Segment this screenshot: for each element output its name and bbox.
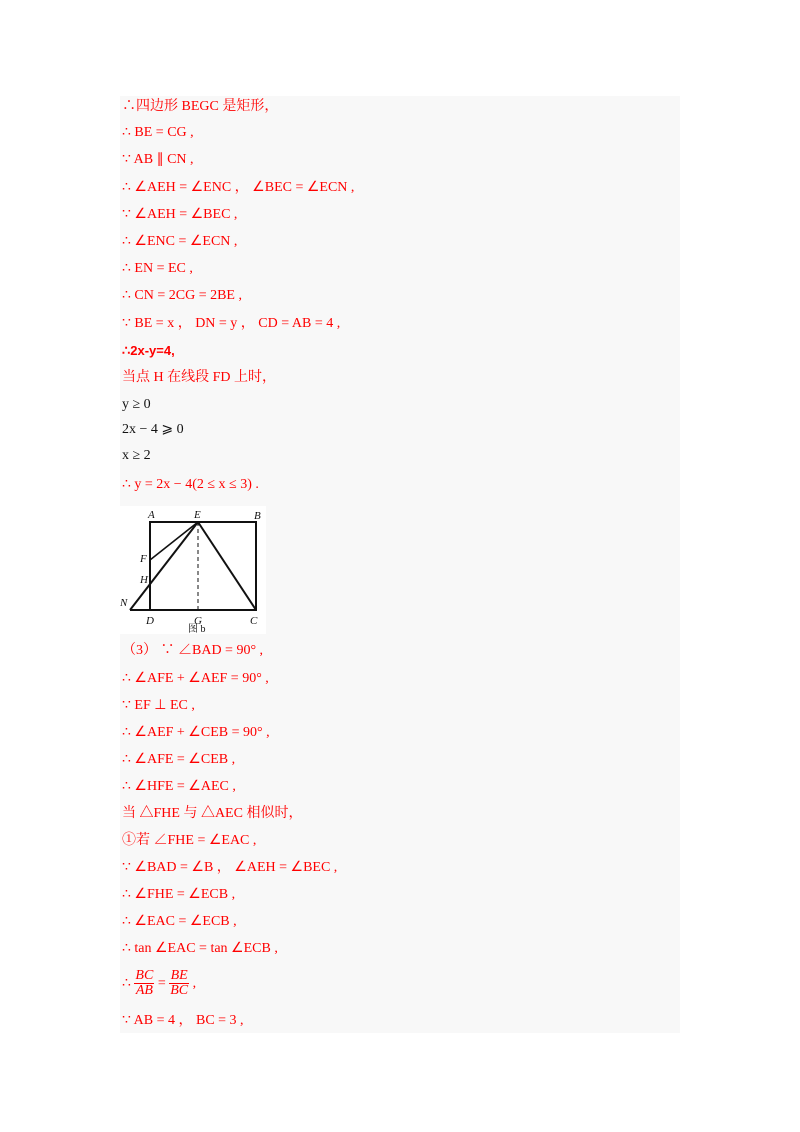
- label-e: E: [194, 509, 201, 521]
- label-f: F: [140, 553, 147, 565]
- figure-caption: 图 b: [188, 624, 206, 634]
- line-16: （3） ∵ ∠BAD = 90° ,: [122, 643, 264, 658]
- line-17: ∴ ∠AFE + ∠AEF = 90° ,: [122, 671, 269, 686]
- line-14: x ≥ 2: [122, 448, 151, 463]
- fraction-numerator: BE: [170, 968, 188, 984]
- fraction-bc-ab: [134, 969, 154, 998]
- label-n: N: [120, 597, 128, 609]
- line-8: ∴ CN = 2CG = 2BE ,: [122, 288, 242, 303]
- label-h: H: [140, 574, 148, 586]
- line-18: ∵ EF ⊥ EC ,: [122, 698, 195, 713]
- line-24: ∵ ∠BAD = ∠B ， ∠AEH = ∠BEC ,: [122, 860, 338, 875]
- line-4: ∴ ∠AEH = ∠ENC ， ∠BEC = ∠ECN ,: [122, 180, 355, 195]
- geometry-figure: [120, 506, 266, 634]
- fraction-be-bc: [169, 969, 189, 998]
- line-6: ∴ ∠ENC = ∠ECN ,: [122, 234, 238, 249]
- rectangle-abcd: [150, 522, 256, 610]
- equals-sign: =: [157, 976, 166, 991]
- therefore-symbol: ∴: [122, 976, 131, 991]
- fraction-denominator: BC: [170, 983, 189, 999]
- line-10: ∴2x-y=4,: [122, 343, 175, 358]
- fraction-denominator: AB: [135, 983, 153, 999]
- line-19: ∴ ∠AEF + ∠CEB = 90° ,: [122, 725, 270, 740]
- line-29: ∵ AB = 4 ， BC = 3 ,: [122, 1013, 244, 1028]
- line-12: y ≥ 0: [122, 397, 151, 412]
- line-22: 当 △FHE 与 △AEC 相似时，: [122, 806, 303, 821]
- segment-ne: [130, 522, 198, 610]
- line-21: ∴ ∠HFE = ∠AEC ,: [122, 779, 236, 794]
- line-15: ∴ y = 2x − 4(2 ≤ x ≤ 3) .: [122, 477, 259, 492]
- line-3: ∵ AB ∥ CN ,: [122, 152, 194, 167]
- label-a: A: [148, 509, 155, 521]
- line-5: ∵ ∠AEH = ∠BEC ,: [122, 207, 238, 222]
- label-b: B: [254, 510, 261, 522]
- figure-svg: [120, 506, 266, 634]
- line-23: ①若 ∠FHE = ∠EAC ,: [122, 833, 257, 848]
- line-2: ∴ BE = CG ,: [122, 125, 194, 140]
- line-13: 2x − 4 ⩾ 0: [122, 422, 184, 437]
- line-11: 当点 H 在线段 FD 上时，: [122, 370, 277, 385]
- line-20: ∴ ∠AFE = ∠CEB ,: [122, 752, 236, 767]
- line-26: ∴ ∠EAC = ∠ECB ,: [122, 914, 237, 929]
- segment-ec: [198, 522, 256, 610]
- label-d: D: [146, 615, 154, 627]
- comma: ,: [192, 976, 197, 991]
- label-g: G: [194, 615, 202, 627]
- line-1: ∴四边形 BEGC 是矩形，: [122, 99, 279, 114]
- line-28-fraction: [122, 966, 196, 1002]
- fraction-numerator: BC: [135, 968, 154, 984]
- line-9: ∵ BE = x ， DN = y ， CD = AB = 4 ,: [122, 316, 341, 331]
- line-7: ∴ EN = EC ,: [122, 261, 193, 276]
- label-c: C: [250, 615, 258, 627]
- line-25: ∴ ∠FHE = ∠ECB ,: [122, 887, 236, 902]
- line-27: ∴ tan ∠EAC = tan ∠ECB ,: [122, 941, 278, 956]
